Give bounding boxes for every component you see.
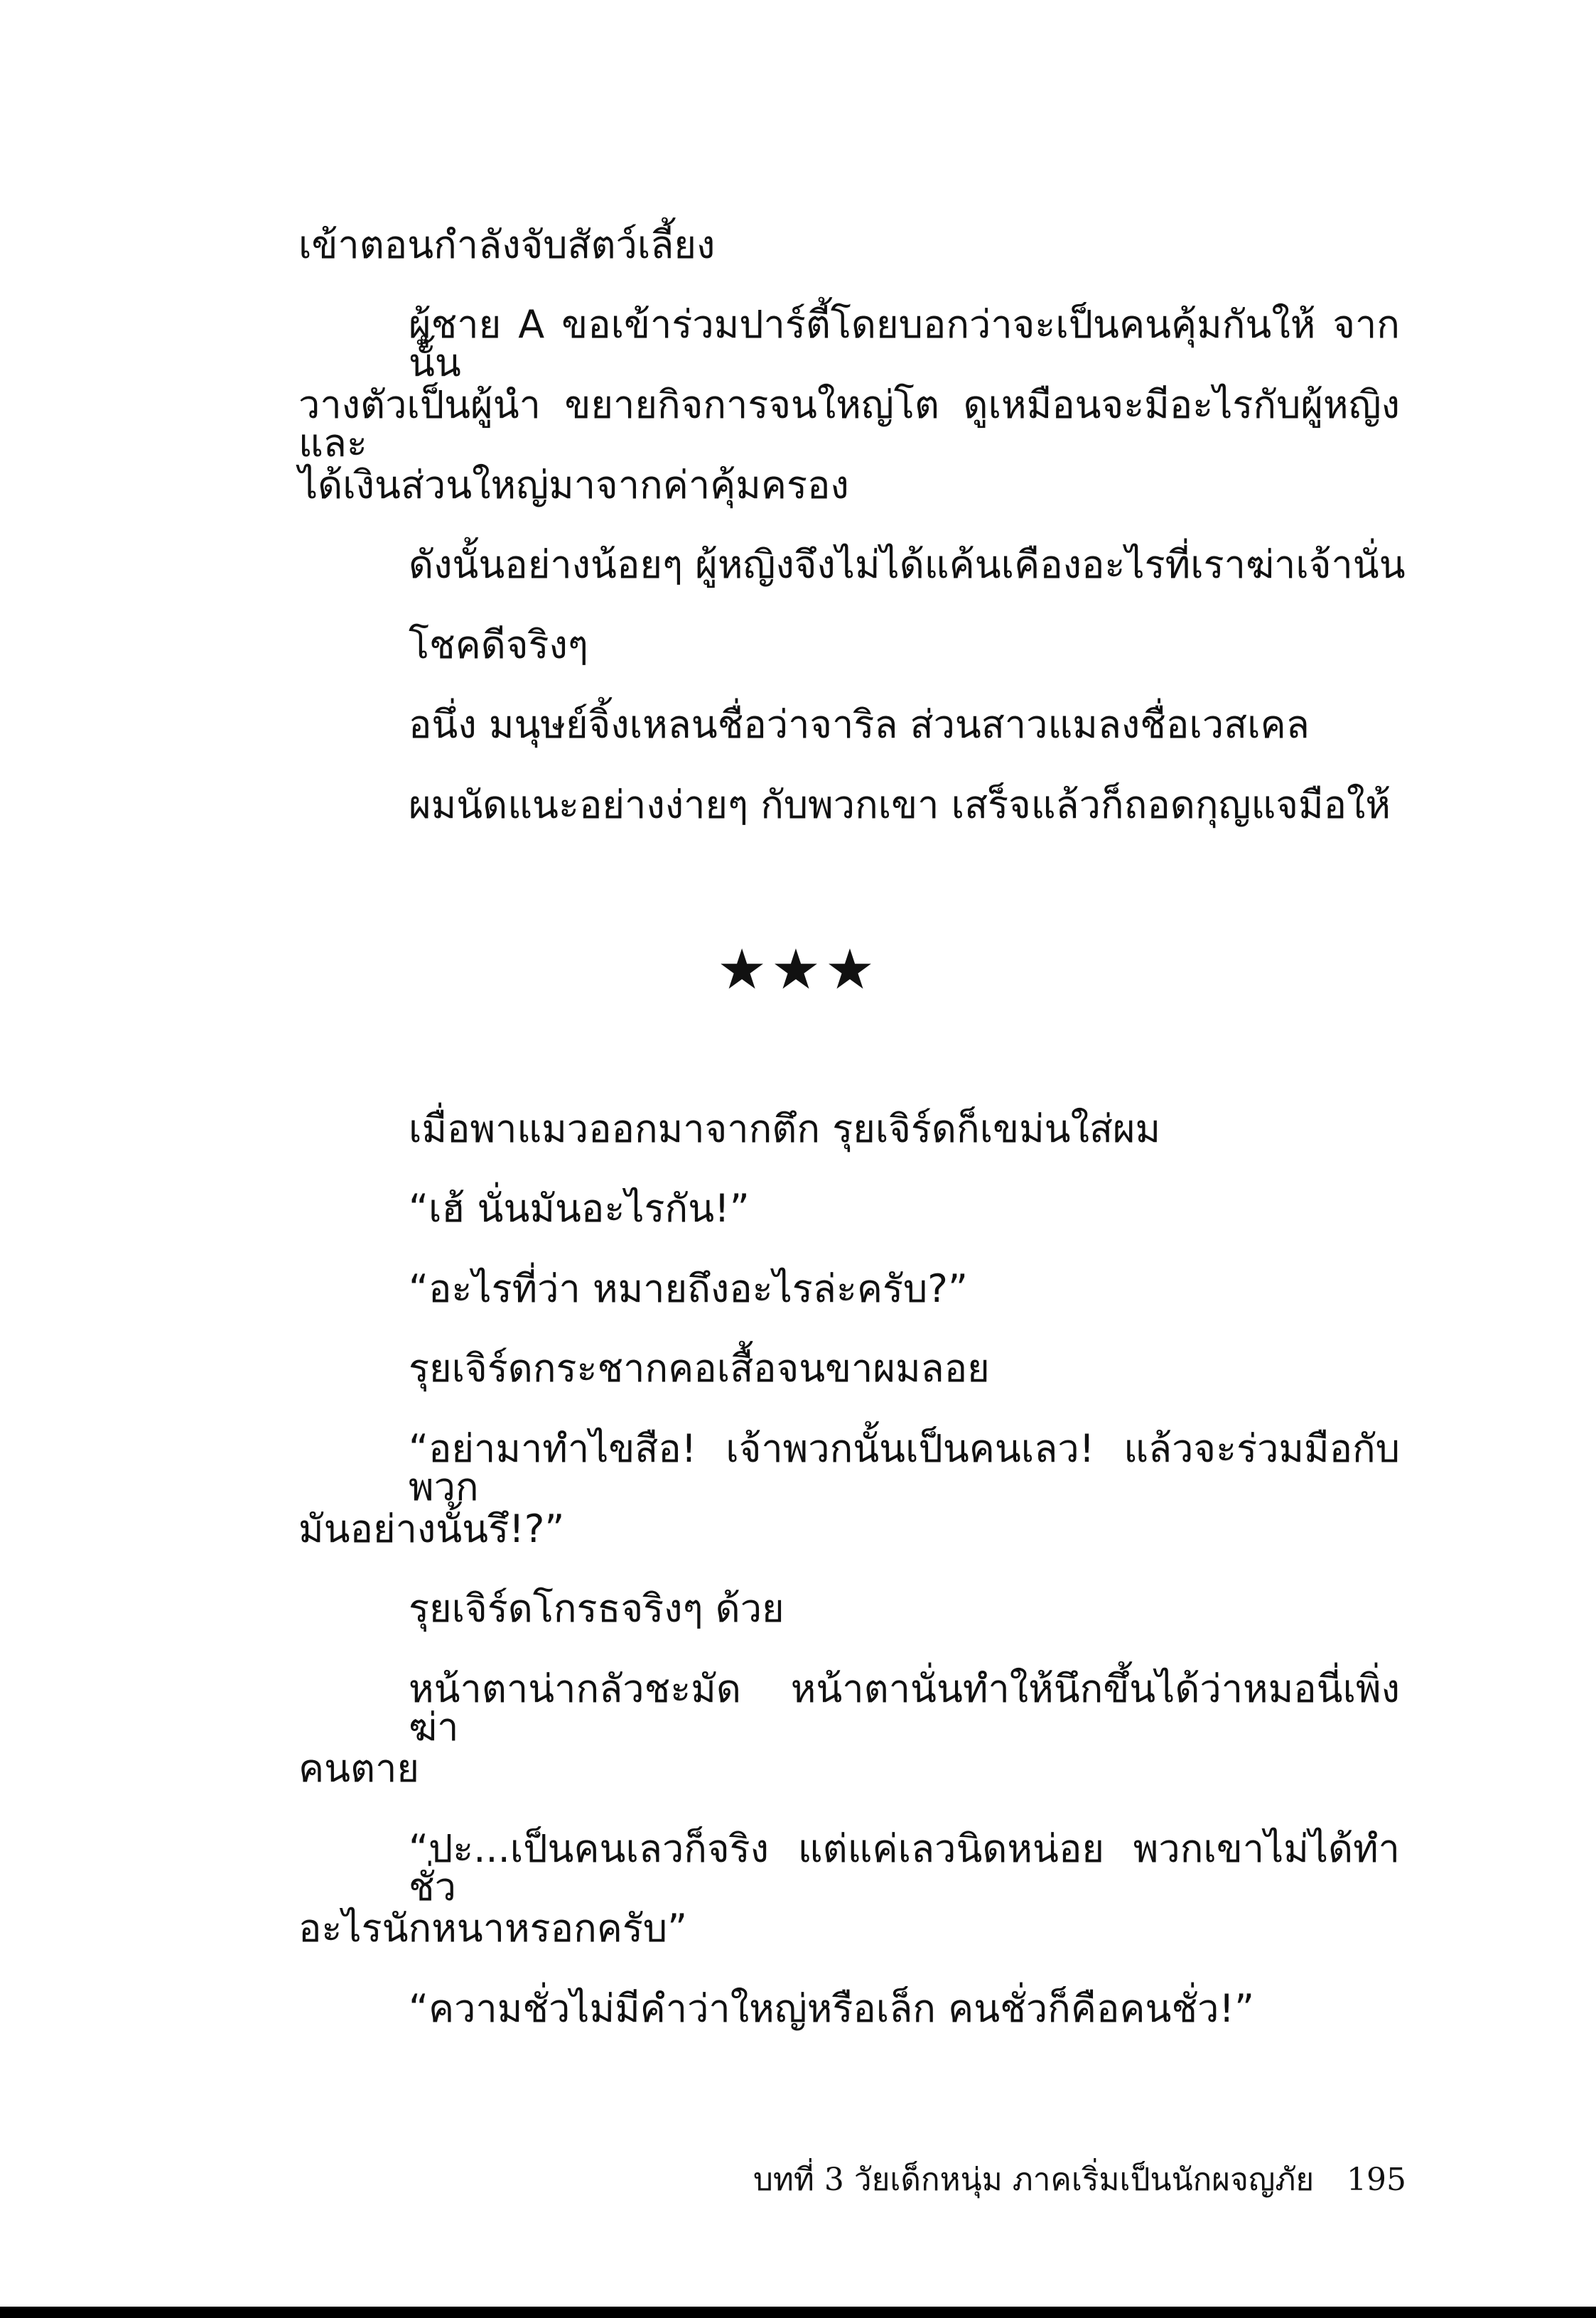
paragraph-line: ได้เงินส่วนใหญ่มาจากค่าคุ้มครอง [298,463,849,507]
bottom-edge-rule [0,2307,1596,2318]
page-number: 195 [1347,2162,1406,2198]
paragraph-line: ผมนัดแนะอย่างง่ายๆ กับพวกเขา เสร็จแล้วก็ถอดกุญแจมือให้ [409,782,1391,827]
scene-break-stars: ★★★ [717,938,879,1002]
paragraph-line: รุยเจิร์ดโกรธจริงๆ ด้วย [409,1586,784,1631]
paragraph-line: เมื่อพาแมวออกมาจากตึก รุยเจิร์ดก็เขม่นใส่ผม [409,1106,1161,1151]
dialogue-line: อะไรนักหนาหรอกครับ” [298,1906,688,1951]
dialogue-line: “อะไรที่ว่า หมายถึงอะไรล่ะครับ?” [409,1266,968,1311]
dialogue-line: มันอย่างนั้นรึ!?” [298,1506,565,1551]
paragraph-line: หน้าตาน่ากลัวชะมัด หน้าตานั่นทำให้นึกขึ้นได้ว่าหมอนี่เพิ่งฆ่า [409,1666,1400,1750]
running-footer-title: บทที่ 3 วัยเด็กหนุ่ม ภาคเริ่มเป็นนักผจญภัย [753,2162,1315,2198]
paragraph-line: ดังนั้นอย่างน้อยๆ ผู้หญิงจึงไม่ได้แค้นเคืองอะไรที่เราฆ่าเจ้านั่น [409,542,1406,587]
dialogue-line: “อย่ามาทำไขสือ! เจ้าพวกนั้นเป็นคนเลว! แล้วจะร่วมมือกับพวก [409,1426,1400,1509]
paragraph-line: เข้าตอนกำลังจับสัตว์เลี้ยง [298,222,716,267]
paragraph-line: วางตัวเป็นผู้นำ ขยายกิจการจนใหญ่โต ดูเหมือนจะมีอะไรกับผู้หญิง และ [298,382,1400,465]
paragraph-line: โชคดีจริงๆ [409,622,588,667]
paragraph-line: รุยเจิร์ดกระชากคอเสื้อจนขาผมลอย [409,1346,990,1391]
dialogue-line: “เฮ้ นั่นมันอะไรกัน!” [409,1186,750,1231]
paragraph-line: ผู้ชาย A ขอเข้าร่วมปาร์ตี้โดยบอกว่าจะเป็นคนคุ้มกันให้ จากนั้น [409,302,1400,385]
paragraph-line: คนตาย [298,1746,420,1791]
paragraph-line: อนึ่ง มนุษย์จิ้งเหลนชื่อว่าจาริล ส่วนสาวแมลงชื่อเวสเคล [409,702,1310,747]
dialogue-line: “ปะ...เป็นคนเลวก็จริง แต่แค่เลวนิดหน่อย พวกเขาไม่ได้ทำชั่ว [409,1826,1400,1909]
dialogue-line: “ความชั่วไม่มีคำว่าใหญ่หรือเล็ก คนชั่วก็คือคนชั่ว!” [409,1986,1255,2031]
